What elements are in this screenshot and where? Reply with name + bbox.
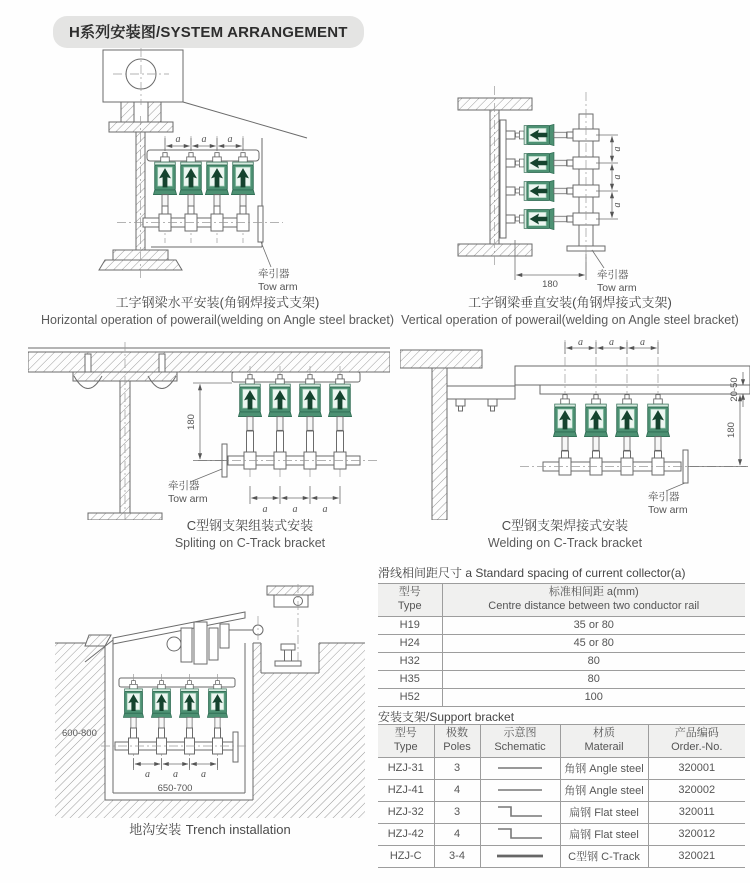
- table-row: H24 45 or 80: [378, 634, 745, 652]
- mounting-plate: [500, 120, 506, 238]
- dim-a-label: a: [609, 337, 614, 348]
- dimension-a-spacing: [134, 758, 218, 780]
- support-table-title: 安装支架/Support bracket: [378, 710, 515, 724]
- dim-a-label: a: [262, 504, 268, 515]
- dim-650-700-label: 650-700: [157, 783, 193, 794]
- welded-bracket: [447, 386, 515, 411]
- dim-a-label: a: [640, 337, 645, 348]
- schematic-thick-line-icon: [483, 850, 558, 862]
- dim-a-label: a: [227, 134, 233, 145]
- dim-a-label: a: [201, 134, 207, 145]
- support-table: [378, 724, 745, 868]
- diagram-ctrack-split: [28, 336, 390, 520]
- mounting-bolts: [506, 131, 515, 223]
- schematic-step-line-icon: [483, 804, 558, 820]
- table-row: H19 35 or 80: [378, 616, 745, 634]
- tow-arm-label-cn: 牵引器: [597, 269, 629, 281]
- guide-rail: [275, 644, 301, 666]
- table-row: HZJ-31 3 角钢 Angle steel 320001: [378, 757, 745, 779]
- dim-a-label: a: [173, 769, 178, 780]
- dimension-a-spacing: [165, 134, 243, 151]
- dimension-a-spacing: [250, 486, 340, 515]
- dim-600-800-label: 600-800: [62, 728, 97, 739]
- support-column: [400, 350, 482, 520]
- tow-arm-label-en: Tow arm: [648, 504, 688, 516]
- tow-arm-label-cn: 牵引器: [168, 480, 200, 492]
- table-row: H52 100: [378, 688, 745, 706]
- schematic-step-line-icon: [483, 826, 558, 842]
- schematic-straight-line-icon: [483, 762, 558, 774]
- dim-a-label: a: [175, 134, 181, 145]
- tow-arm-label-cn: 牵引器: [648, 491, 680, 503]
- table-row: H32 80: [378, 652, 745, 670]
- caption-horizontal-mount: 工字钢梁水平安装(角钢焊接式支架) Horizontal operation of powerail(welding on Angle steel bracket): [41, 295, 394, 327]
- collector-units: [553, 395, 669, 464]
- spacing-table-header: 型号 Type 标准相间距 a(mm) Centre distance between two conductor rail: [378, 584, 745, 617]
- caption-trench: 地沟安装 Trench installation: [129, 822, 291, 837]
- table-row: HZJ-42 4 扁钢 Flat steel 320012: [378, 823, 745, 845]
- dim-180-label: 180: [542, 279, 558, 290]
- diagram-ctrack-weld: [400, 336, 750, 520]
- tow-arm-assembly: [101, 732, 247, 762]
- table-row: HZJ-41 4 角钢 Angle steel 320002: [378, 779, 745, 801]
- collector-units: [515, 124, 580, 229]
- dim-a-label: a: [578, 337, 583, 348]
- overhead-beam: [28, 348, 390, 372]
- dimension-a-spacing: [596, 135, 623, 219]
- spacing-table: [378, 583, 745, 707]
- tow-arm-label-cn: 牵引器: [258, 268, 290, 280]
- dim-20-50-label: 20-50: [729, 377, 740, 402]
- tow-arm-label-en: Tow arm: [597, 282, 637, 294]
- caption-ctrack-weld: C型钢支架焊接式安装 Welding on C-Track bracket: [487, 518, 643, 550]
- festoon-trolley-box: [103, 48, 183, 122]
- c-track-beam: [515, 366, 750, 394]
- tow-arm-label-en: Tow arm: [168, 493, 208, 505]
- dim-a-label: a: [322, 504, 328, 515]
- spacing-table-title: 滑线相间距尺寸 a Standard spacing of current collector(a): [378, 566, 686, 580]
- collector-units: [123, 674, 227, 770]
- table-row: HZJ-32 3 扁钢 Flat steel 320011: [378, 801, 745, 823]
- tow-arm-callout: [592, 250, 637, 294]
- dim-180-label: 180: [726, 422, 737, 438]
- dim-a-label: a: [292, 504, 298, 515]
- tow-arm-assembly: [567, 92, 605, 270]
- tow-arm-callout: [168, 469, 222, 505]
- tow-arm-callout: [258, 242, 298, 293]
- diagram-vertical-mount: [420, 72, 730, 295]
- dim-a-label: a: [612, 202, 623, 208]
- tow-arm-label-en: Tow arm: [258, 281, 298, 293]
- caption-vertical-mount: 工字钢梁垂直安装(角钢焊接式支架) Vertical operation of powerail(welding on Angle steel bracket): [401, 295, 739, 327]
- caption-ctrack-split: C型钢支架组装式安装 Spliting on C-Track bracket: [174, 518, 326, 550]
- diagram-trench: [55, 578, 365, 822]
- page-title: H系列安装图/SYSTEM ARRANGEMENT: [53, 16, 364, 48]
- table-row: HZJ-C 3-4 C型钢 C-Track 320021: [378, 845, 745, 867]
- table-row: H35 80: [378, 670, 745, 688]
- dim-a-label: a: [145, 769, 150, 780]
- dimension-180: [688, 396, 748, 467]
- tow-arm-callout: [648, 483, 688, 516]
- dim-a-label: a: [201, 769, 206, 780]
- i-beam-section: [99, 116, 182, 280]
- support-table-header: 型号 Type 极数 Poles 示意图 Schematic 材质 Materail 产品编码 Order.-No.: [378, 725, 745, 758]
- schematic-straight-line-icon: [483, 784, 558, 796]
- dim-180-label: 180: [186, 414, 197, 430]
- i-beam-section: [458, 86, 532, 268]
- dim-a-label: a: [612, 146, 623, 152]
- diagram-horizontal-mount: [55, 48, 395, 296]
- dim-a-label: a: [612, 174, 623, 180]
